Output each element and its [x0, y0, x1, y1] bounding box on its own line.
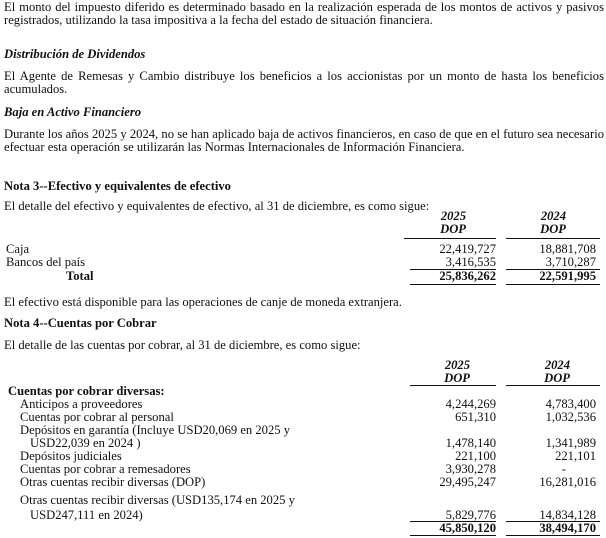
note3-col-2025-year: 2025 [440, 209, 466, 223]
value-2024: 3,710,287 [545, 255, 596, 269]
value-2024: 1,032,536 [545, 410, 596, 424]
total-2025: 25,836,262 [439, 269, 496, 283]
value-2025: 651,310 [455, 410, 496, 424]
row-label: Cuentas por cobrar al personal [20, 410, 174, 424]
note3-col-2024-currency: DOP [540, 222, 566, 236]
row-label: Caja [6, 242, 30, 256]
note4-total-rule-2024 [506, 535, 600, 536]
note3-col-2025-underline [404, 238, 496, 239]
note4-total-rule-2025 [410, 535, 496, 536]
table-row [0, 256, 606, 269]
dividends-heading: Distribución de Dividendos [4, 47, 146, 61]
note3-col-2024 [540, 210, 566, 236]
derecognition-paragraph: Durante los años 2025 y 2024, no se han aplicado baja de activos financieros, en caso de que en el futuro sea necesario efectuar esta operación se utilizarán las Normas Internacionales de Información Financiera. [4, 127, 604, 154]
value-2025: 221,100 [455, 449, 496, 463]
note3-col-2024-year: 2024 [540, 209, 566, 223]
value-2024: - [561, 462, 566, 476]
note3-col-2025-currency: DOP [440, 222, 466, 236]
value-2024: 16,281,016 [539, 475, 596, 489]
note4-col-2025-year: 2025 [444, 358, 470, 372]
note3-col-2024-underline [506, 238, 600, 239]
note3-title: Nota 3--Efectivo y equivalentes de efectivo [4, 179, 231, 193]
value-2025: 1,478,140 [445, 436, 496, 450]
row-label: Cuentas por cobrar a remesadores [20, 462, 191, 476]
derecognition-heading: Baja en Activo Financiero [4, 105, 142, 119]
value-2025: 29,495,247 [439, 475, 496, 489]
table-row [0, 494, 606, 507]
note4-intro: El detalle de las cuentas por cobrar, al 31 de diciembre, es como sigue: [4, 338, 361, 352]
note4-col-2025-currency: DOP [444, 371, 470, 385]
row-label: USD22,039 en 2024 ) [30, 436, 141, 450]
note3-intro: El detalle del efectivo y equivalentes de efectivo, al 31 de diciembre, es como sigue: [4, 199, 430, 213]
value-2024: 221,101 [555, 449, 596, 463]
total-2025: 45,850,120 [439, 521, 496, 535]
table-row [0, 476, 606, 489]
total-2024: 38,494,170 [539, 521, 596, 535]
total-2024: 22,591,995 [539, 269, 596, 283]
note3-total-row [0, 270, 606, 283]
note4-col-2024-currency: DOP [544, 371, 570, 385]
row-label: Bancos del país [6, 255, 86, 269]
note4-title: Nota 4--Cuentas por Cobrar [4, 316, 157, 330]
value-2024: 14,834,128 [539, 508, 596, 522]
value-2025: 3,930,278 [445, 462, 496, 476]
value-2025: 4,244,269 [445, 397, 496, 411]
note4-total-row [0, 522, 606, 535]
note3-total-rule-2024 [506, 284, 600, 285]
note4-col-2024 [544, 359, 570, 385]
value-2025: 22,419,727 [439, 242, 496, 256]
note3-total-rule-2025 [410, 284, 496, 285]
value-2024: 18,881,708 [539, 242, 596, 256]
note3-footnote: El efectivo está disponible para las operaciones de canje de moneda extranjera. [4, 295, 402, 309]
dividends-paragraph: El Agente de Remesas y Cambio distribuye los beneficios a los accionistas por un monto de hasta los beneficios acumulados. [4, 69, 604, 96]
table-row [0, 243, 606, 256]
row-label: Otras cuentas recibir diversas (DOP) [20, 475, 206, 489]
note3-col-2025 [440, 210, 466, 236]
row-label: Otras cuentas recibir diversas (USD135,174 en 2025 y [20, 493, 295, 507]
value-2025: 5,829,776 [445, 508, 496, 522]
value-2025: 3,416,535 [445, 255, 496, 269]
row-label: Depósitos judiciales [20, 449, 122, 463]
note4-col-2025 [444, 359, 470, 385]
section-label: Cuentas por cobrar diversas: [8, 384, 165, 398]
row-label: Depósitos en garantía (Incluye USD20,069 en 2025 y [20, 423, 291, 437]
deferred-tax-paragraph: El monto del impuesto diferido es determinado basado en la realización esperada de los montos de activos y pasivos registrados, utilizando la tasa impositiva a la fecha del estado de situación financiera. [4, 0, 604, 27]
note4-col-2024-year: 2024 [544, 358, 570, 372]
row-label: USD247,111 en 2024) [30, 508, 143, 522]
total-label: Total [66, 269, 94, 283]
row-label: Anticipos a proveedores [20, 397, 143, 411]
value-2024: 1,341,989 [545, 436, 596, 450]
value-2024: 4,783,400 [545, 397, 596, 411]
